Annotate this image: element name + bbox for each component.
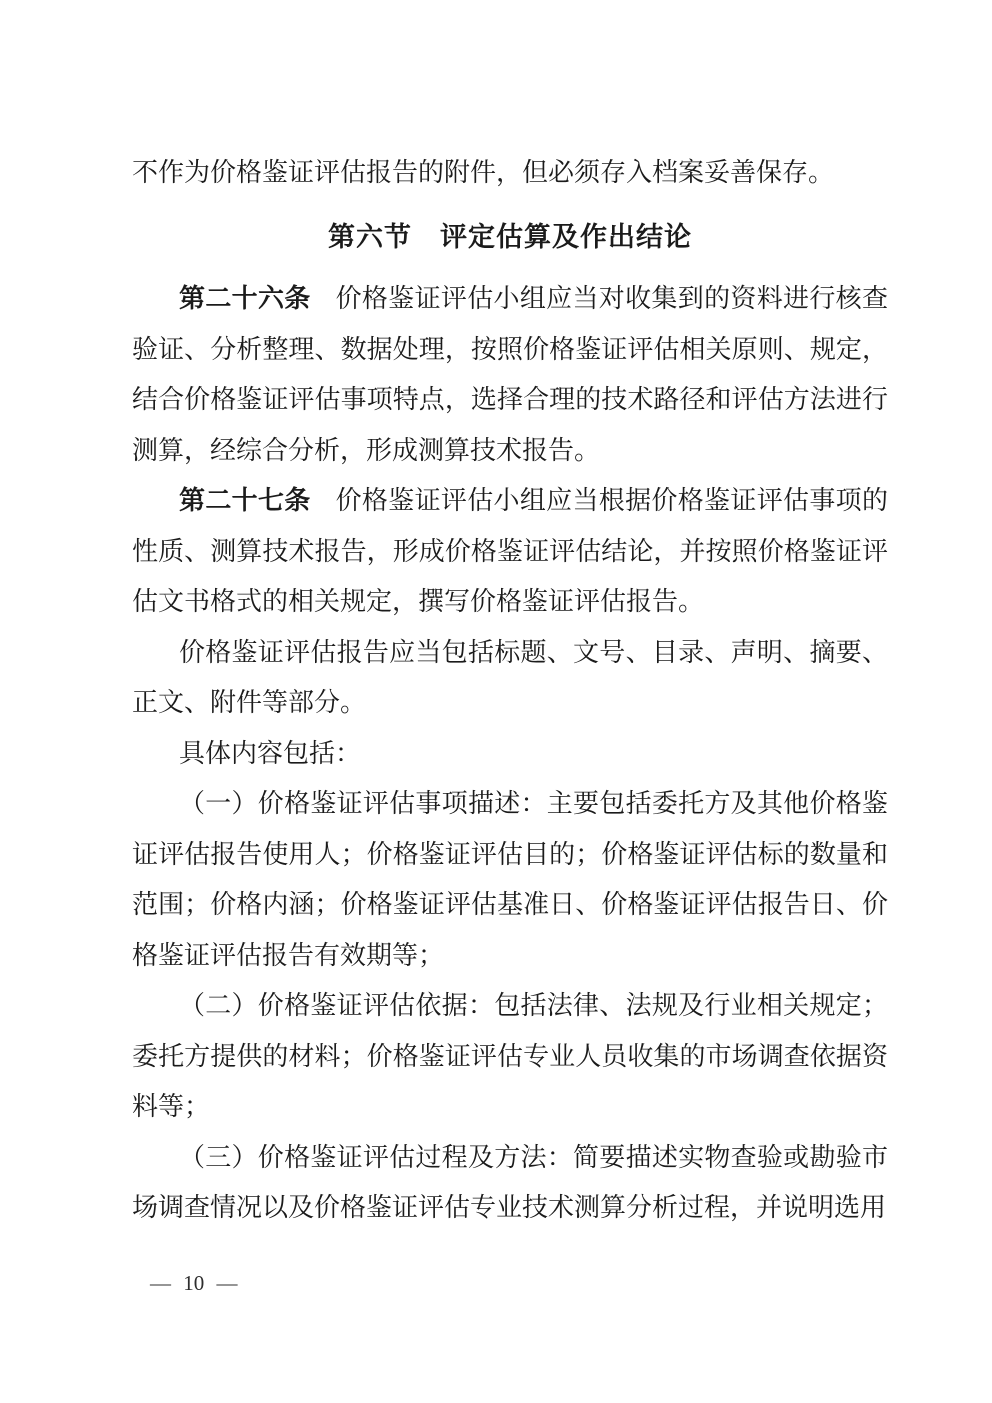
article-26-text: 价格鉴证评估小组应当对收集到的资料进行核查验证、分析整理、数据处理，按照价格鉴证评估相关原则、规定，结合价格鉴证评估事项特点，选择合理的技术路径和评估方法进行测算，经综合分析，形成测算技术报告。 — [132, 284, 888, 465]
article-27-text: 价格鉴证评估小组应当根据价格鉴证评估事项的性质、测算技术报告，形成价格鉴证评估结论，并按照价格鉴证评估文书格式的相关规定，撰写价格鉴证评估报告。 — [132, 486, 888, 616]
page-number: — 10 — — [150, 1271, 238, 1295]
article-27-paragraph — [132, 476, 888, 628]
report-components-paragraph: 价格鉴证评估报告应当包括标题、文号、目录、声明、摘要、正文、附件等部分。 — [132, 637, 888, 717]
section-heading: 第六节 评定估算及作出结论 — [328, 221, 692, 252]
details-intro-paragraph: 具体内容包括： — [179, 738, 362, 768]
intro-paragraph: 不作为价格鉴证评估报告的附件，但必须存入档案妥善保存。 — [132, 158, 835, 187]
article-27-number: 第二十七条 — [179, 486, 311, 515]
item-2-paragraph: （二）价格鉴证评估依据：包括法律、法规及行业相关规定；委托方提供的材料；价格鉴证评估专业人员收集的市场调查依据资料等； — [132, 991, 888, 1121]
item-1-paragraph: （一）价格鉴证评估事项描述：主要包括委托方及其他价格鉴证评估报告使用人；价格鉴证评估目的；价格鉴证评估标的数量和范围；价格内涵；价格鉴证评估基准日、价格鉴证评估报告日、价格鉴证评估报告有效期等； — [132, 789, 888, 970]
article-26-number: 第二十六条 — [179, 284, 311, 313]
article-26-paragraph — [132, 274, 888, 476]
page-content — [132, 148, 888, 1234]
item-3-paragraph: （三）价格鉴证评估过程及方法：简要描述实物查验或勘验市场调查情况以及价格鉴证评估专业技术测算分析过程，并说明选用 — [132, 1142, 888, 1222]
